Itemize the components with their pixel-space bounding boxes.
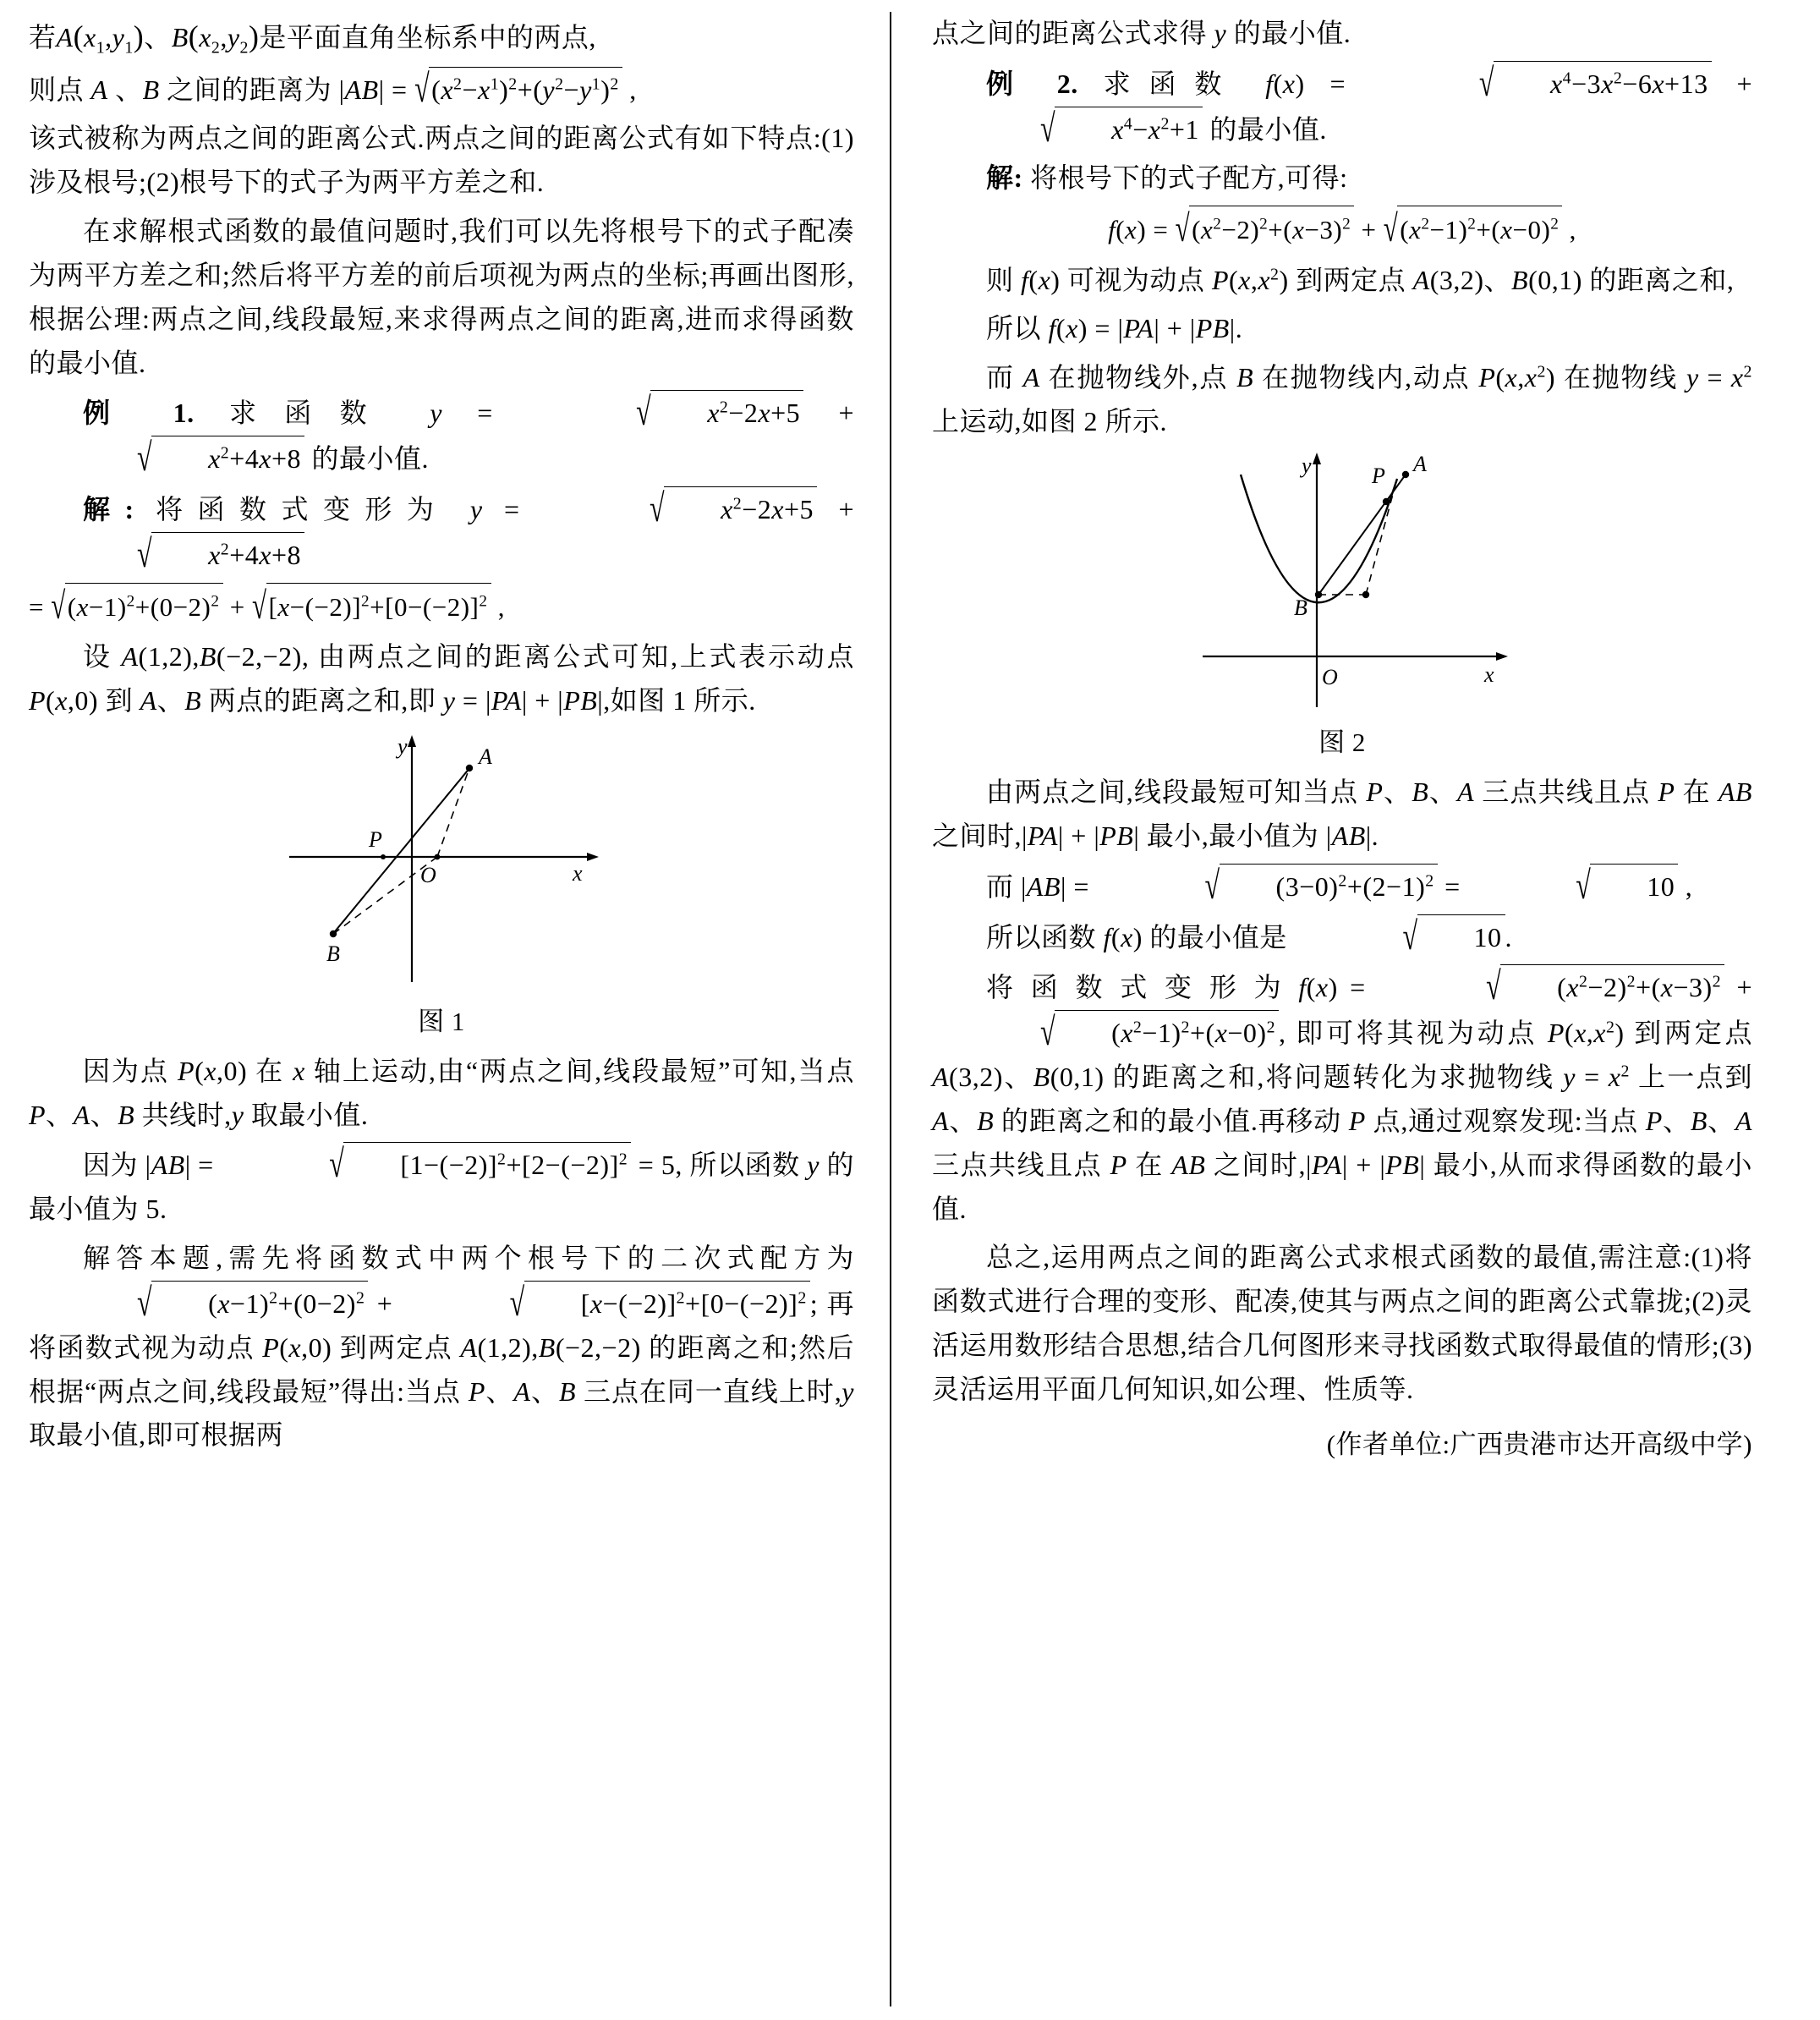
solution-2-label: 解: xyxy=(986,162,1023,194)
svg-text:x: x xyxy=(573,860,583,886)
paragraph-intro-1: 若$A(x_1,y_1)$、$B(x_2,y_2)$是平面直角坐标系中的两点, xyxy=(29,19,596,58)
solution-1-label: 解: xyxy=(83,493,134,524)
paragraph-after-fig1-1: 因为点 P(x,0) 在 x 轴上运动,由“两点之间,线段最短”可知,当点 P、A、B 共线时,y 取最小值. xyxy=(29,1055,854,1130)
svg-text:A: A xyxy=(1413,451,1427,476)
paragraph-conclusion: 总之,运用两点之间的距离公式求根式函数的最值,需注意:(1)将函数式进行合理的变形、配凑,使其与两点之间的距离公式靠拢;(2)灵活运用数形结合思想,结合几何图形来寻找函数式取得最值的情形;(3)灵活运用平面几何知识,如公理、性质等. xyxy=(932,1242,1752,1404)
paragraph-intro-3: 该式被称为两点之间的距离公式.两点之间的距离公式有如下特点:(1)涉及根号;(2)根号下的式子为两平方差之和. xyxy=(29,123,854,198)
svg-text:P: P xyxy=(1372,463,1385,488)
figure-2-graph xyxy=(1156,449,1528,720)
figure-1 xyxy=(29,728,854,999)
paragraph-distance-formula: 则点 A 、B 之间的距离为 $|AB| = √(x^2-x^1)^2+(y^2-y^1)^2$ , xyxy=(29,67,854,113)
solution-2-line-3: 所以 f(x) = |PA| + |PB|. xyxy=(986,313,1243,344)
paragraph-after-fig2-2: 而 |AB| = √ $(3-0)^2+(2-1)^2$ = √ 10 , xyxy=(932,864,1752,909)
paragraph-after-fig2-4: 将 函 数 式 变 形 为 f(x) = √ $(x^2-2)^2+(x-3)^2$ + √ $(x^2-1)^2+(x-0)^2$ , 即可将其视为动点 $P(x,x^2)$ 到两定点 A(3,2)、B(0,1) 的距离之和,将问题转化为求抛物线 $y = x^2$ 上一点到 A、B 的距离之和的最小值.再移动 P 点,通过观察发现:当点 P、B、A 三点共线且点 P 在 AB 之间时,|PA| + |PB| 最小,从而求得函数的最小值. xyxy=(932,963,1752,1224)
example-1-statement: 例 1. 求函数 y = √ $x^2-2x+5$ + √ $x^2+4x+8$ 的最小值. xyxy=(29,390,854,481)
right-column xyxy=(898,12,1752,2008)
example-2-label: 例 2. xyxy=(986,68,1078,99)
paragraph-intro-4: 在求解根式函数的最值问题时,我们可以先将根号下的式子配凑为两平方差之和;然后将平方差的前后项视为两点的坐标;再画出图形,根据公理:两点之间,线段最短,来求得两点之间的距离,进而求得函数的最小值. xyxy=(29,216,854,378)
author-affiliation: (作者单位:广西贵港市达开高级中学) xyxy=(1326,1429,1752,1459)
paragraph-after-fig2-1: 由两点之间,线段最短可知当点 P、B、A 三点共线且点 P 在 AB 之间时,|PA| + |PB| 最小,最小值为 |AB|. xyxy=(932,777,1752,851)
svg-text:B: B xyxy=(326,941,340,966)
figure-2-caption: 图 2 xyxy=(1318,727,1366,757)
svg-text:x: x xyxy=(1484,661,1494,687)
example-1-label: 例 1. xyxy=(83,398,195,429)
figure-1-caption: 图 1 xyxy=(418,1006,465,1036)
svg-text:y: y xyxy=(397,733,408,759)
svg-text:y: y xyxy=(1302,453,1312,478)
paragraph-after-fig2-3: 所以函数 f(x) 的最小值是 √ 10 . xyxy=(932,914,1752,960)
solution-2-line-1: $f(x) = √(x^2-2)^2+(x-3)^2 + √(x^2-1)^2+(x-0)^2$ , xyxy=(932,206,1752,253)
svg-text:A: A xyxy=(479,744,492,769)
paragraph-after-fig1-3: 解答本题,需先将函数式中两个根号下的二次式配方为 √ $(x-1)^2+(0-2)^2$ + √ $[x-(-2)]^2+[0-(-2)]^2$ ; 再将函数式视为动点 P(x,0) 到两定点 A(1,2),B(−2,−2) 的距离之和;然后根据“两点之间,线段最短”得出:当点 P、A、B 三点在同一直线上时,y 取最小值,即可根据两 xyxy=(29,1243,854,1451)
svg-text:O: O xyxy=(420,862,436,887)
svg-text:P: P xyxy=(369,826,382,852)
solution-1-line-1: 解: 将函数式变形为 y = √ $x^2-2x+5$ + √ $x^2+4x+8$ xyxy=(29,486,854,578)
svg-text:B: B xyxy=(1294,595,1307,620)
solution-2-intro-text: 将根号下的式子配方,可得: xyxy=(1030,162,1348,194)
left-column xyxy=(29,12,883,2008)
solution-2-line-4: 而 A 在抛物线外,点 B 在抛物线内,动点 $P(x,x^2)$ 在抛物线 $y = x^2$ 上运动,如图 2 所示. xyxy=(932,362,1752,437)
figure-2 xyxy=(932,449,1752,720)
column-divider xyxy=(890,12,891,2006)
figure-1-graph xyxy=(264,728,619,999)
svg-text:O: O xyxy=(1322,664,1338,689)
paragraph-after-fig1-2: 因为 |AB| = √ $[1-(-2)]^2+[2-(-2)]^2 = 5$, 所以函数 y 的最小值为 5. xyxy=(29,1141,854,1225)
solution-2-line-2: 则 f(x) 可视为动点 $P(x,x^2)$ 到两定点 A(3,2)、B(0,1) 的距离之和, xyxy=(986,264,1735,295)
solution-2-intro xyxy=(932,156,1752,200)
two-column-layout xyxy=(29,12,1791,2008)
example-2-statement: 例 2. 求函数 f(x) = √ $x^4-3x^2-6x+13$ + √ $x^4-x^2+1$ 的最小值. xyxy=(932,61,1752,152)
solution-1-line-3: 设 A(1,2),B(−2,−2), 由两点之间的距离公式可知,上式表示动点 P(x,0) 到 A、B 两点的距离之和,即 y = |PA| + |PB|,如图 1 所示. xyxy=(29,640,854,716)
paragraph-continuation: 点之间的距离公式求得 y 的最小值. xyxy=(932,18,1351,48)
solution-1-line-2: = $√(x-1)^2+(0-2)^2 + √[x-(-2)]^2+[0-(-2)]^2$ , xyxy=(29,583,854,630)
